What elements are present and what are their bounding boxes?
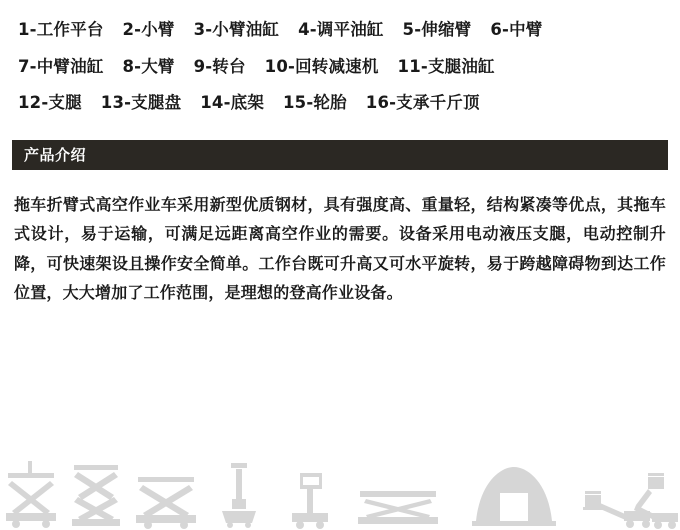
legend-item: 9-转台 <box>193 56 246 76</box>
legend-item: 12-支腿 <box>18 93 82 112</box>
dock-ramp-icon <box>472 467 556 526</box>
mast-lift-platform-icon <box>292 473 328 529</box>
scissor-lift-wide-icon <box>136 477 196 529</box>
legend-item: 1-工作平台 <box>18 20 104 39</box>
legend-item: 8-大臂 <box>122 56 175 76</box>
legend-item: 2-小臂 <box>122 20 175 39</box>
parts-legend <box>0 0 680 112</box>
lift-table-icon <box>358 491 438 524</box>
legend-item: 6-中臂 <box>490 20 543 39</box>
legend-item: 13-支腿盘 <box>100 93 182 112</box>
legend-line-1 <box>18 22 662 39</box>
legend-item: 11-支腿油缸 <box>397 56 495 76</box>
product-intro-paragraph: 拖车折臂式高空作业车采用新型优质钢材，具有强度高、重量轻，结构紧凑等优点，其拖车式设计，易于运输，可满足远距离高空作业的需要。设备采用电动液压支腿，电动控制升降，可快速架设且操作安全简单。工作台既可升高又可水平旋转，易于跨越障碍物到达工作位置，大大增加了工作范围，是理想的登高作业设备。 <box>14 194 666 303</box>
legend-line-2 <box>18 56 662 76</box>
legend-item: 5-伸缩臂 <box>402 20 472 39</box>
scissor-lift-icon <box>6 461 56 528</box>
scissor-lift-tall-icon <box>72 465 120 526</box>
mast-lift-icon <box>222 463 256 528</box>
legend-item: 16-支承千斤顶 <box>365 93 480 112</box>
legend-item: 4-调平油缸 <box>298 20 384 39</box>
legend-item: 7-中臂油缸 <box>18 56 104 76</box>
legend-item: 3-小臂油缸 <box>193 20 280 39</box>
legend-line-3 <box>18 95 662 112</box>
legend-item: 14-底架 <box>200 93 265 112</box>
section-header-bar <box>12 140 668 170</box>
legend-item: 15-轮胎 <box>283 93 347 112</box>
section-title: 产品介绍 <box>24 146 87 164</box>
legend-item: 10-回转减速机 <box>264 56 379 76</box>
equipment-silhouette-strip <box>0 455 680 530</box>
